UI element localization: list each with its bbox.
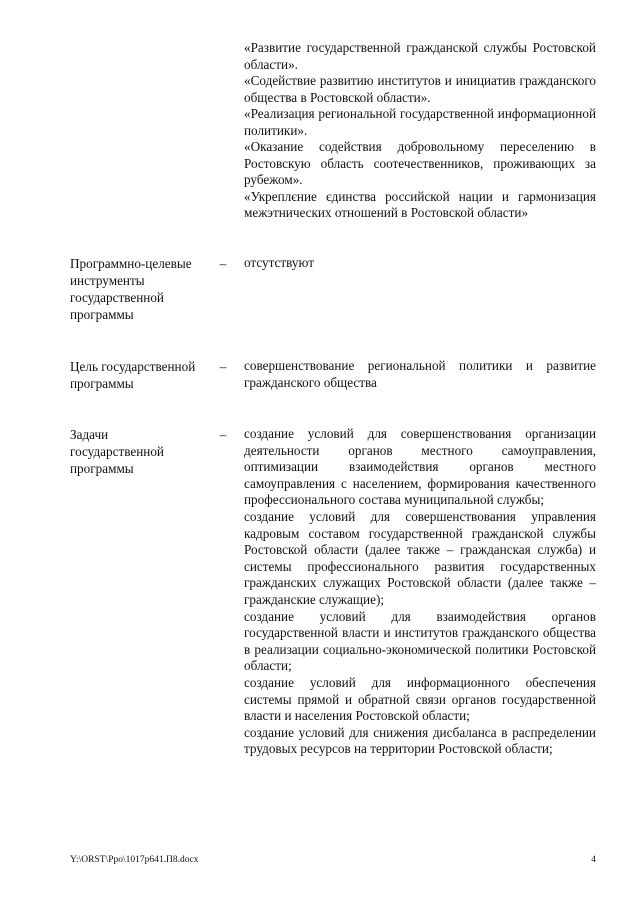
row-value: отсутствуют [244,255,314,270]
task-item: создание условий для совершенствования управления кадровым составом государственной гражданской службы Ростовской области (далее также – гражданская служба) и системы профессионального развития государственных гражданских служащих Ростовской области (далее также – гражданские служащие); [244,508,596,607]
row-label: Цель государственной программы [70,359,196,391]
task-item: создание условий для снижения дисбаланса в распределении трудовых ресурсов на территории Ростовской области; [244,724,596,757]
row-value [244,358,596,391]
row-dash: – [219,256,227,271]
page-number: 4 [591,855,596,865]
row-label: Задачи государственной программы [70,427,164,476]
row-dash: – [219,359,227,374]
row-dash: – [219,427,227,442]
subprogram-item: «Развитие государственной гражданской службы Ростовской области». [244,40,596,72]
task-item: создание условий для совершенствования организации деятельности органов местного самоуправления, оптимизации взаимодействия органов местного самоуправления с населением, формирования качественного профессионального состава муниципальной службы; [244,426,596,508]
subprograms-continuation [244,40,596,222]
tasks-list [244,426,596,758]
subprogram-item: «Оказание содействия добровольному переселению в Ростовскую область соотечественников, проживающих за рубежом». [244,139,596,187]
row-label: Программно-целевые инструменты государственной программы [70,256,192,322]
task-item: создание условий для взаимодействия органов государственной власти и институтов гражданского общества в реализации социально-экономической политики Ростовской области; [244,608,596,674]
subprogram-item: «Укреплєние єдинства российской нации и гармонизация межэтнических отношений в Ростовской области» [244,188,596,220]
file-path: Y:\ORST\Ppo\1017p641.П8.docx [70,855,199,865]
task-item: создание условий для информационного обеспечения системы прямой и обратной связи органов государственной власти и населения Ростовской области; [244,674,596,724]
subprogram-item: «Содействие развитию институтов и инициатив гражданского общества в Ростовской области». [244,73,596,105]
goal-text: совершенствование региональной политики и развитие гражданского общества [244,358,596,390]
subprogram-item: «Реализация региональной государственной информационной политики». [244,106,596,138]
